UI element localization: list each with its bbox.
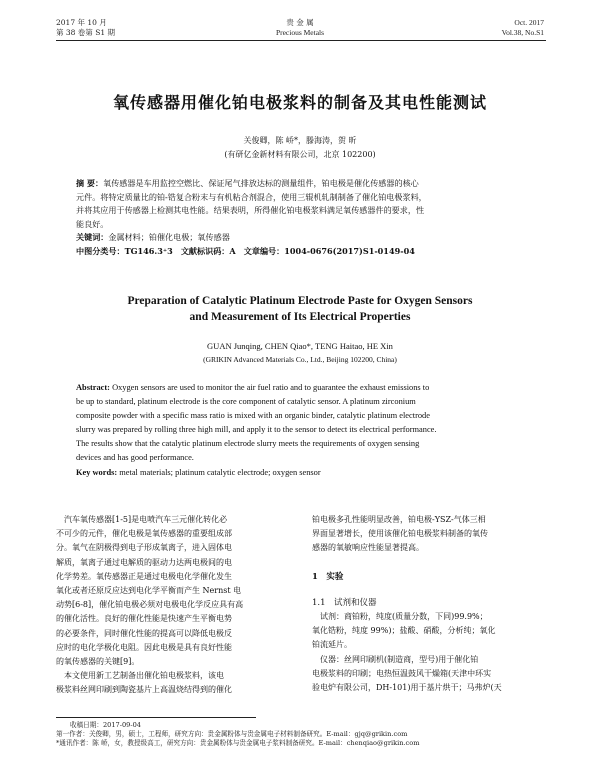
body-line: 氧化锆粉，纯度 99%)；盐酸、硝酸，分析纯；氧化 (312, 626, 496, 636)
keywords-en-label: Key words: (76, 467, 118, 477)
body-line: 化学势差。氧传感器正是通过电极电化学催化发生 (56, 571, 232, 581)
header-rule (56, 40, 546, 41)
subsection-heading-reagents: 1.1 试剂和仪器 (312, 597, 377, 608)
body-line: 极浆料丝网印刷到陶瓷基片上高温烧结得到的催化 (56, 685, 232, 695)
authors-cn: 关俊卿，陈 峤*，滕海涛，贺 昕 (243, 136, 357, 145)
keywords-cn: 金属材料；铂催化电极；氧传感器 (108, 232, 230, 243)
body-line: 动势[6-8]，催化铂电极必须对电极电化学反应具有高 (56, 600, 244, 610)
abstract-en (76, 381, 532, 480)
abstract-en-line: slurry was prepared by rolling three high mill, and apply it to the sensor to detect its electrical performance. (76, 425, 437, 435)
abstract-en-line: devices and has good performance. (76, 453, 194, 463)
body-line: 的催化活性。良好的催化性能是快速产生平衡电势 (56, 614, 232, 624)
body-line: 仪器：丝网印刷机(制造商，型号)用于催化铂 (312, 654, 479, 664)
header-date-en: Oct. 2017 (514, 18, 544, 27)
authors-en: GUAN Junqing, CHEN Qiao*, TENG Haitao, HE Xin (207, 341, 393, 351)
body-right-column (312, 513, 546, 695)
abstract-cn-line: 能良好。 (76, 218, 109, 229)
body-line: 验电炉有限公司，DH-101)用于基片烘干；马弗炉(天 (312, 683, 502, 693)
body-line: 分。氧气在阴极得到电子形成氧离子，进入固体电 (56, 543, 232, 553)
body-line: 感器的氧敏响应性能显著提高。 (312, 543, 424, 553)
classification-line: 中图分类号：TG146.3⁺3 文献标识码：A 文章编号：1004-0676(2017)S1-0149-04 (76, 245, 415, 256)
body-line: 不可少的元件，催化电极是氧传感器的重要组成部 (56, 529, 232, 539)
affiliation-cn: (有研亿金新材料有限公司，北京 102200) (224, 150, 376, 159)
body-left-column (56, 513, 294, 698)
body-line: 的氧传感器的关键[9]。 (56, 657, 140, 667)
body-line: 氧化或者还原反应达到电化学平衡而产生 Nernst 电 (56, 586, 242, 596)
footnote-first-author: 第一作者：关俊卿，男，硕士，工程师，研究方向：贵金属粉体与贵金属电子材料制备研究。E-mail：gjq@grikin.com (56, 730, 408, 738)
abstract-cn (76, 177, 530, 259)
footnotes (56, 721, 548, 748)
title-en-line: Preparation of Catalytic Platinum Electrode Paste for Oxygen Sensors (127, 295, 473, 307)
keywords-cn-label: 关键词： (76, 232, 109, 243)
header-volume-en: Vol.38, No.S1 (501, 28, 544, 37)
abstract-en-label: Abstract: (76, 383, 110, 392)
abstract-en-line: The results show that the catalytic platinum electrode slurry meets the requirements of oxygen sensing (76, 439, 420, 449)
body-line: 试剂：商铂粉，纯度(质量分数，下同)99.9%； (312, 612, 488, 622)
body-line: 汽车氧传感器[1-5]是电喷汽车三元催化转化必 (56, 515, 228, 524)
affiliation-en: (GRIKIN Advanced Materials Co., Ltd., Beijing 102200, China) (203, 355, 397, 364)
header-volume-cn: 第 38 卷第 S1 期 (56, 28, 115, 37)
body-line: 铂流延片。 (312, 640, 352, 650)
footnote-rule (56, 717, 256, 718)
footnote-corresponding-author: *通讯作者：陈 峤，女，教授级高工，研究方向：贵金属粉体与贵金属电子浆料制备研究。E-mail：chenqiao@grikin.com (56, 739, 420, 747)
body-line: 解质，氧离子通过电解质的驱动力达两电极间的电 (56, 557, 232, 567)
header-journal-en: Precious Metals (275, 28, 325, 37)
abstract-en-line: be up to standard, platinum electrode is the core component of catalytic sensor. A platinum zirconium (76, 397, 416, 407)
title-en-line: and Measurement of Its Electrical Properties (189, 311, 411, 323)
abstract-cn-line: 元件。将特定质量比的铂-锆复合粉末与有机粘合剂混合，使用三辊机轧制制备了催化铂电极浆料， (76, 191, 427, 202)
title-cn: 氧传感器用催化铂电极浆料的制备及其电性能测试 (112, 93, 487, 112)
body-line: 电极浆料的印刷；电热恒温鼓风干燥箱(天津中环实 (312, 668, 492, 678)
footnote-received: 收稿日期：2017-09-04 (70, 721, 141, 729)
abstract-en-line: composite powder with a specific mass ratio is mixed with an organic binder, catalytic platinum electrode (76, 411, 430, 421)
section-heading-experiment: 1 实验 (312, 571, 344, 582)
body-line: 应时的电化学极化电阻。因此电极是具有良好性能 (56, 642, 232, 652)
header-date-cn: 2017 年 10 月 (56, 18, 107, 27)
abstract-en-line: Oxygen sensors are used to monitor the air fuel ratio and to guarantee the exhaust emissions to (112, 383, 430, 392)
abstract-cn-line: 并将其应用于传感器上检测其电性能。结果表明，所得催化铂电极浆料满足氧传感器件的要求，性 (76, 205, 425, 216)
header-journal-cn: 贵 金 属 (286, 18, 314, 27)
body-line: 本文使用新工艺制备出催化铂电极浆料，该电 (56, 671, 224, 681)
body-line: 界面显著增长，使用该催化铂电极浆料制备的氧传 (312, 529, 488, 539)
body-line: 铂电极多孔性能明显改善，铂电极-YSZ-气体三相 (312, 515, 486, 524)
keywords-en: metal materials; platinum catalytic electrode; oxygen sensor (119, 467, 321, 477)
body-line: 的必要条件，同时催化性能的提高可以降低电极反 (56, 628, 232, 638)
abstract-cn-line: 氧传感器是车用监控空燃比、保证尾气排放达标的测量组件，铂电极是催化传感器的核心 (103, 178, 419, 188)
title-en (0, 293, 600, 325)
abstract-cn-label: 摘 要： (76, 178, 104, 188)
